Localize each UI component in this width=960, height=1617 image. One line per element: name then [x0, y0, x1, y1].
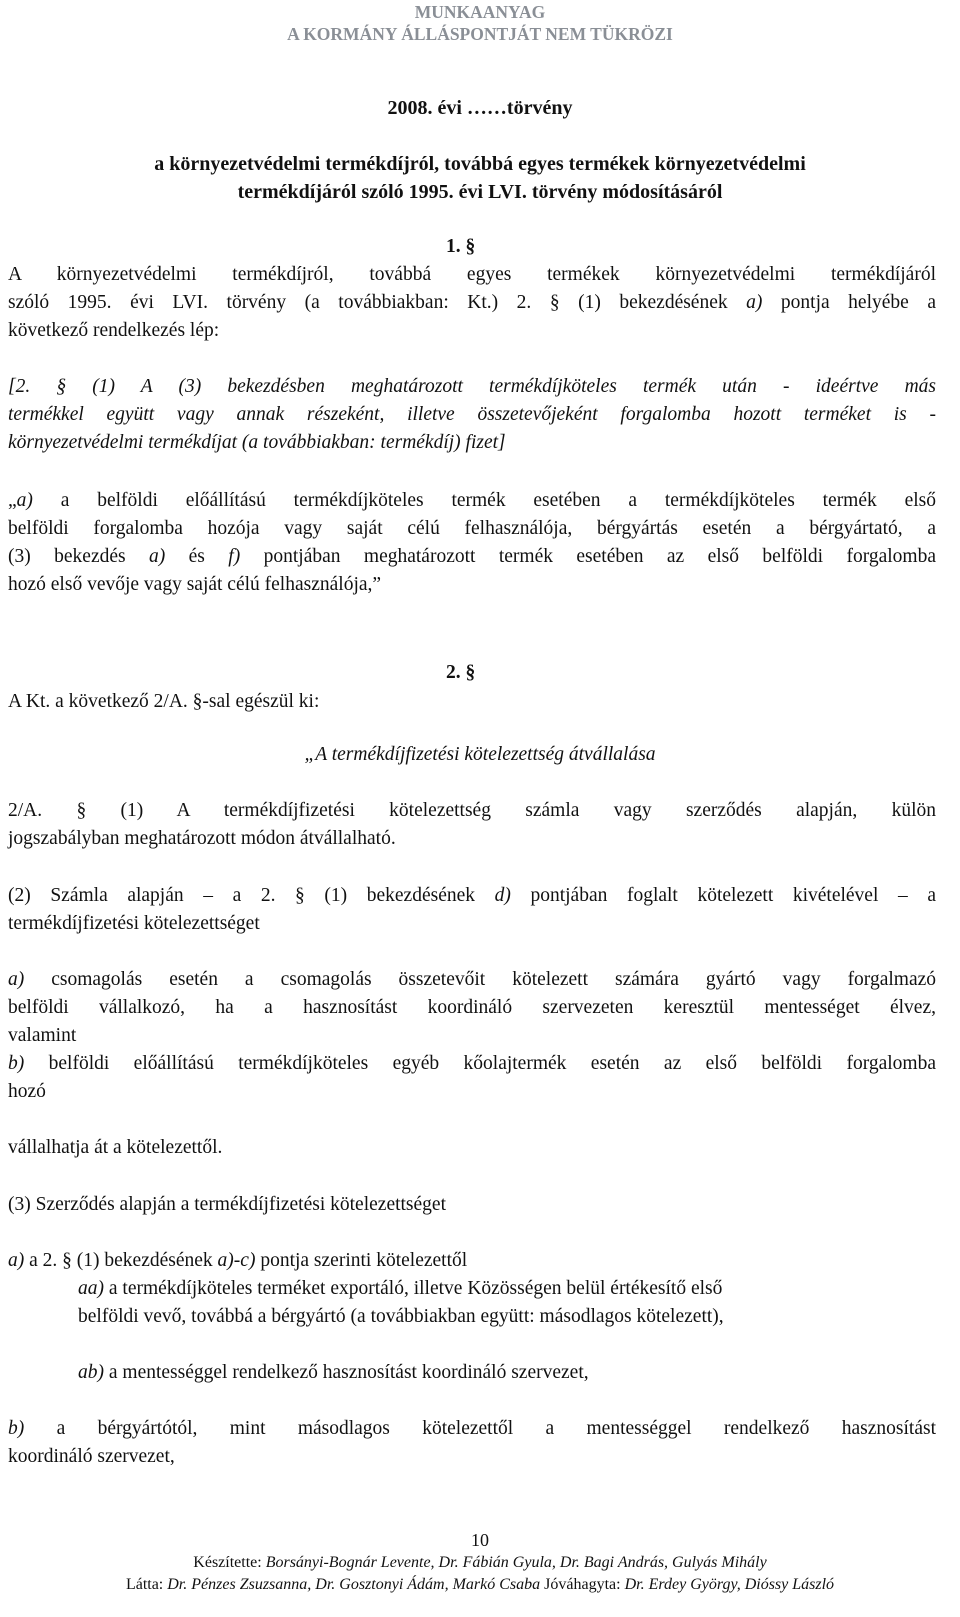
text-line [8, 1050, 936, 1078]
text-run: (2) Számla alapján – a 2. § (1) bekezdésének [8, 885, 495, 906]
point-ref: a) [16, 490, 33, 511]
text-run: a 2. § (1) bekezdésének [24, 1250, 218, 1271]
paragraph-2a-3-a [8, 1247, 467, 1275]
point-ref: a) [8, 969, 25, 990]
paragraph-2a-3-b [8, 1415, 936, 1471]
footer-names: Borsányi-Bognár Levente, Dr. Fábián Gyula, Dr. Bagi András, Gulyás Mihály [265, 1554, 767, 1571]
paragraph-2a-1 [8, 797, 936, 853]
footer-prepared-by [0, 1552, 960, 1573]
text-line [8, 543, 936, 571]
text-line: 2/A. § (1) A termékdíjfizetési kötelezettség számla vagy szerződés alapján, külön [8, 800, 936, 821]
text-line [8, 966, 936, 994]
text-run: a belföldi előállítású termékdíjköteles termék esetében a termékdíjköteles termék első [32, 490, 936, 511]
text-line [8, 289, 936, 317]
point-ref: aa) [78, 1278, 104, 1299]
text-line: környezetvédelmi termékdíjat (a továbbiakban: termékdíj) fizet] [8, 432, 506, 453]
paragraph-2a-3: (3) Szerződés alapján a termékdíjfizetési kötelezettséget [8, 1194, 446, 1215]
paragraph-2a-3-aa [78, 1275, 936, 1331]
text-line: hozó első vevője vagy saját célú felhasználója,” [8, 574, 382, 595]
point-ref: a) [149, 546, 166, 567]
text-line: következő rendelkezés lép: [8, 320, 220, 341]
text-run: pontjában meghatározott termék esetében az első belföldi forgalomba [240, 546, 936, 567]
paragraph-2a-2-a [8, 966, 936, 1050]
text-line: belföldi forgalomba hozója vagy saját célú felhasználója, bérgyártás esetén a bérgyártató, a [8, 518, 936, 539]
paragraph-2a-2-end: vállalhatja át a kötelezettől. [8, 1137, 223, 1158]
text-line: A környezetvédelmi termékdíjról, továbbá egyes termékek környezetvédelmi termékdíjáról [8, 264, 936, 285]
point-ref: a) [746, 292, 763, 313]
text-run: a bérgyártótól, mint másodlagos kötelezettől a mentességgel rendelkező hasznosítást [24, 1418, 936, 1439]
section-2-number: 2. § [446, 662, 476, 683]
point-ref: a) [8, 1250, 25, 1271]
text-line [8, 882, 936, 910]
text-run: szóló 1995. évi LVI. törvény (a továbbiakban: Kt.) 2. § (1) bekezdésének [8, 292, 747, 313]
text-run: „ [8, 490, 17, 511]
text-line: belföldi vevő, továbbá a bérgyártó (a továbbiakban együtt: másodlagos kötelezett), [78, 1306, 724, 1327]
section-1-text [8, 261, 936, 345]
page-number: 10 [471, 1530, 489, 1550]
text-line: hozó [8, 1081, 46, 1102]
draft-disclaimer: A KORMÁNY ÁLLÁSPONTJÁT NEM TÜKRÖZI [287, 24, 673, 44]
text-run: (3) bekezdés [8, 546, 149, 567]
law-year-title: 2008. évi ……törvény [387, 97, 573, 119]
point-a-paragraph [8, 487, 936, 599]
section-2-text: A Kt. a következő 2/A. §-sal egészül ki: [8, 691, 320, 712]
text-line: termékdíjfizetési kötelezettséget [8, 913, 260, 934]
point-ref: f) [228, 546, 241, 567]
text-run: a mentességgel rendelkező hasznosítást koordináló szervezet, [104, 1362, 589, 1383]
footer-reviewed-approved [0, 1574, 960, 1595]
footer-names: Dr. Pénzes Zsuzsanna, Dr. Gosztonyi Ádám, Markó Csaba [167, 1576, 545, 1593]
text-line: termékkel együtt vagy annak részeként, illetve összetevőjeként forgalomba hozott terméket is - [8, 404, 936, 425]
point-ref: a)-c) [217, 1250, 256, 1271]
text-run: és [165, 546, 229, 567]
text-line [78, 1275, 936, 1303]
law-title-line2: termékdíjáról szóló 1995. évi LVI. törvény módosításáról [237, 181, 723, 203]
point-ref: b) [8, 1418, 25, 1439]
paragraph-2a-2-b [8, 1050, 936, 1106]
text-run: pontja szerinti kötelezettől [255, 1250, 468, 1271]
footer-label: Jóváhagyta: [544, 1576, 625, 1593]
text-line: valamint [8, 1025, 77, 1046]
text-line: belföldi vállalkozó, ha a hasznosítást koordináló szervezeten keresztül mentességet élvez, [8, 997, 936, 1018]
draft-label: MUNKAANYAG [414, 2, 546, 22]
text-line [8, 487, 936, 515]
text-run: csomagolás esetén a csomagolás összetevőit kötelezett számára gyártó vagy forgalmazó [24, 969, 936, 990]
text-line: jogszabályban meghatározott módon átvállalható. [8, 828, 396, 849]
text-line: koordináló szervezet, [8, 1446, 175, 1467]
point-ref: ab) [78, 1362, 104, 1383]
quoted-intro [8, 373, 936, 457]
footer-label: Készítette: [193, 1554, 266, 1571]
subtitle: „A termékdíjfizetési kötelezettség átvállalása [304, 744, 656, 765]
text-line: [2. § (1) A (3) bekezdésben meghatározott termékdíjköteles termék után - ideértve más [8, 376, 936, 397]
footer-names: Dr. Erdey György, Dióssy László [624, 1576, 835, 1593]
point-ref: d) [494, 885, 511, 906]
text-run: a termékdíjköteles terméket exportáló, illetve Közösségen belül értékesítő első [104, 1278, 723, 1299]
paragraph-2a-2 [8, 882, 936, 938]
text-run: belföldi előállítású termékdíjköteles egyéb kőolajtermék esetén az első belföldi forgalomba [24, 1053, 936, 1074]
footer-label: Látta: [125, 1576, 168, 1593]
text-run: pontjában foglalt kötelezett kivételével – a [510, 885, 936, 906]
point-ref: b) [8, 1053, 25, 1074]
text-line [8, 1415, 936, 1443]
law-title-line1: a környezetvédelmi termékdíjról, továbbá egyes termékek környezetvédelmi [154, 153, 806, 175]
section-1-number: 1. § [446, 236, 476, 257]
paragraph-2a-3-ab [78, 1359, 936, 1387]
text-run: pontja helyébe a [762, 292, 936, 313]
